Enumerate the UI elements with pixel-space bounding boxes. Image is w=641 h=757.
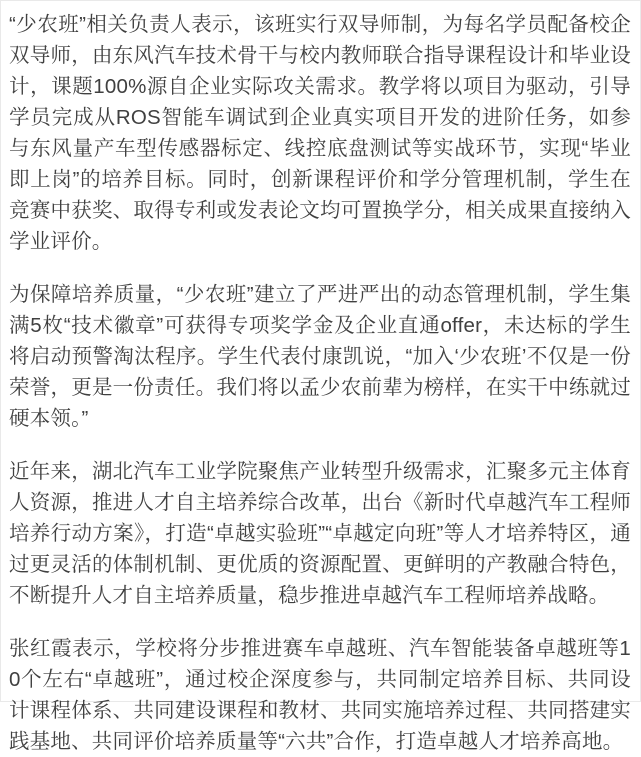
article-paragraph-3: 近年来，湖北汽车工业学院聚焦产业转型升级需求，汇聚多元主体育人资源，推进人才自主培养综合改革，出台《新时代卓越汽车工程师培养行动方案》，打造“卓越实验班”“卓越定向班”等人才培养特区，通过更灵活的体制机制、更优质的资源配置、更鲜明的产教融合特色，不断提升人才自主培养质量，稳步推进卓越汽车工程师培养战略。: [9, 460, 631, 607]
article-paragraph-4: 张红霞表示，学校将分步推进赛车卓越班、汽车智能装备卓越班等10个左右“卓越班”，通过校企深度参与，共同制定培养目标、共同设计课程体系、共同建设课程和教材、共同实施培养过程、共同搭建实践基地、共同评价培养质量等“六共”合作，打造卓越人才培养高地。: [9, 637, 631, 753]
article-paragraph-2: 为保障培养质量，“少农班”建立了严进严出的动态管理机制，学生集满5枚“技术徽章”可获得专项奖学金及企业直通offer，未达标的学生将启动预警淘汰程序。学生代表付康凯说，“加入‘少农班’不仅是一份荣誉，更是一份责任。我们将以孟少农前辈为榜样，在实干中练就过硬本领。”: [9, 283, 631, 430]
article-paragraph-1: “少农班”相关负责人表示，该班实行双导师制，为每名学员配备校企双导师，由东风汽车技术骨干与校内教师联合指导课程设计和毕业设计，课题100%源自企业实际攻关需求。教学将以项目为驱动，引导学员完成从ROS智能车调试到企业真实项目开发的进阶任务，如参与东风量产车型传感器标定、线控底盘测试等实战环节，实现“毕业即上岗”的培养目标。同时，创新课程评价和学分管理机制，学生在竞赛中获奖、取得专利或发表论文均可置换学分，相关成果直接纳入学业评价。: [9, 13, 631, 253]
